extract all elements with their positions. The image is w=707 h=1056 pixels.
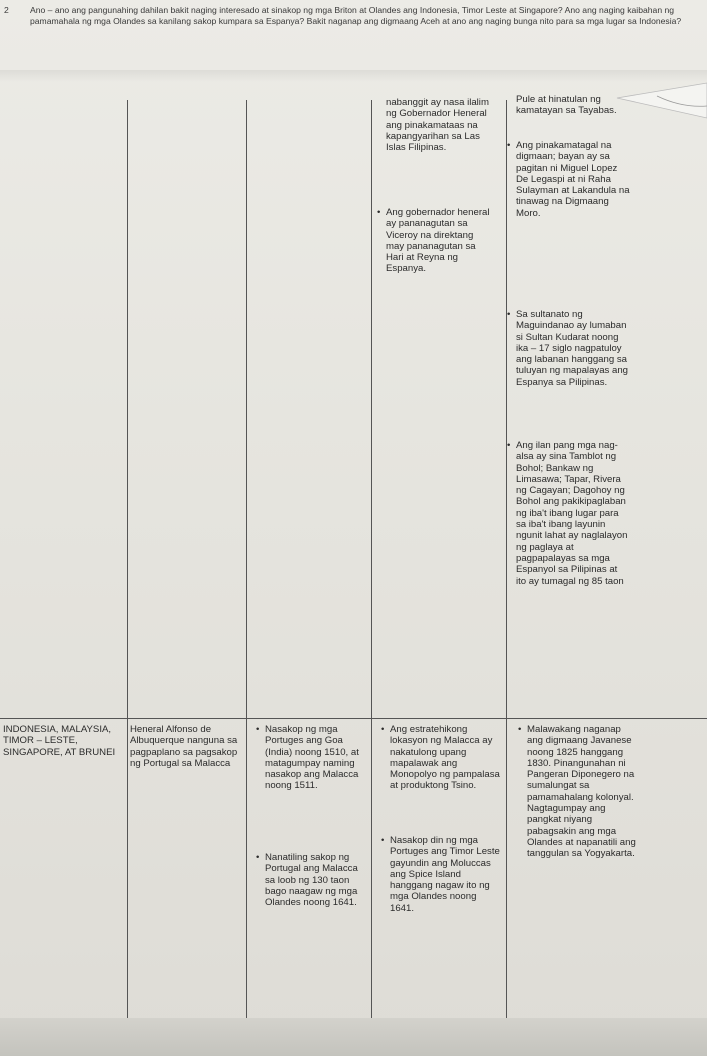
table-row-rule xyxy=(0,718,707,719)
table-col-rule xyxy=(246,100,247,1018)
table-col-rule xyxy=(371,100,372,1018)
row1-col5-bullet-3: • Ang ilan pang mga nag-alsa ay sina Tamblot ng Bohol; Bankaw ng Limasawa; Tapar, Rivera ng Cagayan; Dagohoy ng Bohol ang pakikipaglaban ng iba't ibang lugar para sa iba't ibang layunin ngunit lahat ay naglalayon ng paglaya at pagpapalayas sa mga Espanyol sa Pilipinas at ito ay tumagal ng 85 taon xyxy=(516,440,630,587)
row2-col4-bullet-1: • Ang estratehikong lokasyon ng Malacca ay nakatulong upang mapalawak ang Monopolyo ng pampalasa at produktong Tsino. xyxy=(390,724,502,792)
row2-country: INDONESIA, MALAYSIA, TIMOR – LESTE, SINGAPORE, AT BRUNEI xyxy=(3,724,116,758)
row2-col3-bullet-2: • Nanatiling sakop ng Portugal ang Malacca sa loob ng 130 taon bago naagaw ng mga Olandes noong 1641. xyxy=(265,852,367,908)
row2-col4-bullet-2: • Nasakop din ng mga Portuges ang Timor Leste gayundin ang Moluccas ang Spice Island hanggang nagaw ito ng mga Olandes noong 1641. xyxy=(390,835,502,914)
table-col-rule xyxy=(506,100,507,1018)
row1-col4-text: nabanggit ay nasa ilalim ng Gobernador Heneral ang pinakamataas na kapangyarihan sa Las Islas Filipinas. xyxy=(386,97,489,154)
row1-col5-bullet-2: • Sa sultanato ng Maguindanao ay lumaban si Sultan Kudarat noong ika – 17 siglo nagpatuloy ang labanan hanggang sa tuluyan ng mapalayas ang Espanya sa Pilipinas. xyxy=(516,309,630,388)
row2-col3-bullet-1: • Nasakop ng mga Portuges ang Goa (India) noong 1510, at matagumpay naming nasakop ang Malacca noong 1511. xyxy=(265,724,367,792)
row2-leader: Heneral Alfonso de Albuquerque nanguna sa pagpaplano sa pagsakop ng Portugal sa Malacca xyxy=(130,724,238,769)
data-table xyxy=(0,94,707,1018)
row1-col5-intro: Pule at hinatulan ng kamatayan sa Tayabas. xyxy=(516,94,617,117)
row2-col5-bullet: • Malawakang naganap ang digmaang Javanese noong 1825 hanggang 1830. Pinangunahan ni Pangeran Diponegero na sumalungat sa pamamahalang kolonyal. Nagtagumpay ang pangkat niyang pabagsakin ang mga Olandes at napanatili ang tanggulan sa Yogyakarta. xyxy=(527,724,637,860)
table-col-rule xyxy=(127,100,128,1018)
question-number: 2 xyxy=(4,5,9,15)
page-bottom-edge xyxy=(0,1018,707,1056)
row1-col4-bullet: • Ang gobernador heneral ay pananagutan sa Viceroy na direktang may pananagutan sa Hari at Reyna ng Espanya. xyxy=(386,207,494,275)
question-text: Ano – ano ang pangunahing dahilan bakit naging interesado at sinakop ng mga Briton at Olandes ang Indonesia, Timor Leste at Singapore? Ano ang naging kaibahan ng pamamahala ng mga Olandes sa kanilang sakop kumpara sa Espanya? Bakit naganap ang digmaang Aceh at ano ang naging bunga nito para sa mga lugar sa Indonesia? xyxy=(30,5,682,26)
row1-col5-bullet-1: • Ang pinakamatagal na digmaan; bayan ay sa pagitan ni Miguel Lopez De Legaspi at ni Raha Sulayman at Lakandula na tinawag na Digmaang Moro. xyxy=(516,140,630,219)
